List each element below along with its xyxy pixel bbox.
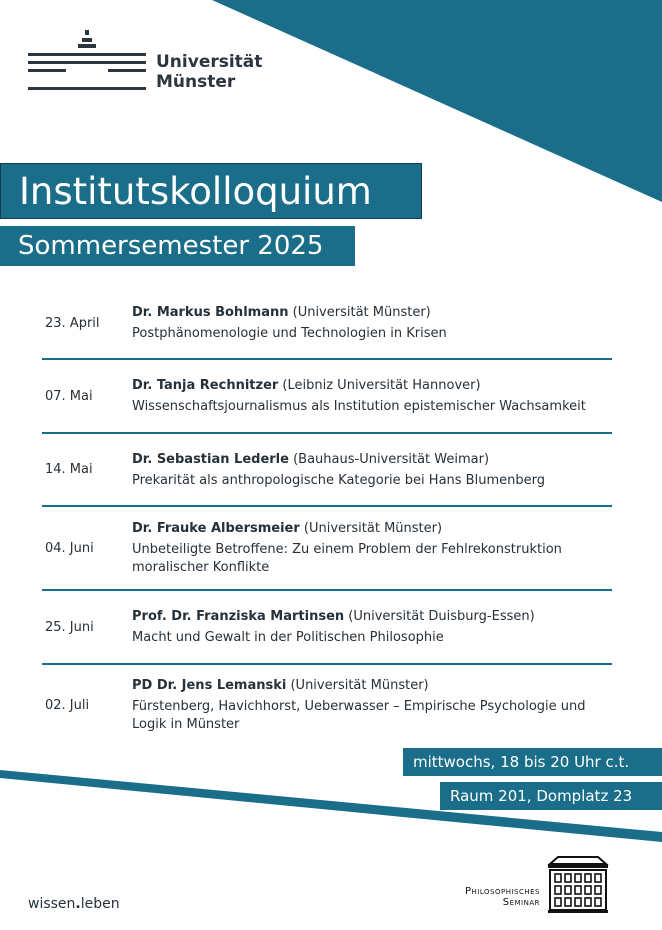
event-info bbox=[132, 591, 612, 663]
event-row bbox=[42, 665, 612, 745]
speaker-name: Dr. Markus Bohlmann bbox=[132, 305, 289, 320]
speaker-name: Dr. Frauke Albersmeier bbox=[132, 521, 300, 536]
slogan bbox=[28, 896, 120, 912]
title-box bbox=[0, 163, 422, 219]
speaker-affiliation: (Bauhaus-Universität Weimar) bbox=[288, 451, 490, 467]
talk-title: Prekarität als anthropologische Kategorie bei Hans Blumenberg bbox=[132, 472, 545, 488]
seminar-name bbox=[445, 886, 540, 908]
event-time: mittwochs, 18 bis 20 Uhr c.t. bbox=[413, 753, 630, 771]
speaker-name: PD Dr. Jens Lemanski bbox=[132, 678, 287, 693]
event-schedule bbox=[42, 288, 612, 745]
talk-title: Unbeteiligte Betroffene: Zu einem Problem der Fehlrekonstruktion moralischer Konflikte bbox=[132, 542, 562, 575]
slogan-part2: leben bbox=[80, 896, 120, 912]
speaker-name: Prof. Dr. Franziska Martinsen bbox=[132, 609, 345, 624]
event-date: 04. Juni bbox=[45, 540, 94, 556]
speaker-line bbox=[132, 607, 612, 626]
event-date: 02. Juli bbox=[45, 697, 90, 713]
page-subtitle: Sommersemester 2025 bbox=[18, 231, 324, 261]
speaker-affiliation: (Universität Münster) bbox=[286, 678, 429, 693]
event-row bbox=[42, 591, 612, 665]
event-date: 23. April bbox=[45, 315, 100, 331]
speaker-name: Dr. Sebastian Lederle bbox=[132, 451, 289, 467]
talk-title: Wissenschaftsjournalismus als Institution epistemischer Wachsamkeit bbox=[132, 399, 586, 414]
speaker-affiliation: (Leibniz Universität Hannover) bbox=[278, 378, 481, 393]
event-info bbox=[132, 507, 612, 589]
location-box bbox=[440, 782, 662, 810]
time-box bbox=[403, 748, 662, 776]
talk-title: Postphänomenologie und Technologien in Krisen bbox=[132, 326, 447, 341]
university-logo bbox=[28, 30, 268, 100]
event-row bbox=[42, 288, 612, 360]
building-icon bbox=[546, 856, 610, 914]
slogan-dot: . bbox=[75, 896, 81, 912]
event-info bbox=[132, 288, 612, 358]
talk-title: Macht und Gewalt in der Politischen Philosophie bbox=[132, 630, 444, 645]
event-row bbox=[42, 507, 612, 591]
event-date: 14. Mai bbox=[45, 462, 93, 477]
event-date: 25. Juni bbox=[45, 619, 94, 635]
event-location: Raum 201, Domplatz 23 bbox=[450, 787, 633, 805]
subtitle-box bbox=[0, 226, 355, 266]
speaker-line bbox=[132, 519, 612, 538]
slogan-part1: wissen bbox=[28, 896, 76, 912]
event-info bbox=[132, 434, 612, 505]
university-name bbox=[156, 52, 262, 92]
university-name-line1: Universität bbox=[156, 52, 263, 72]
seminar-name-line2: Seminar bbox=[502, 897, 540, 908]
page-title: Institutskolloquium bbox=[19, 170, 372, 213]
event-row bbox=[42, 434, 612, 507]
event-row bbox=[42, 360, 612, 434]
speaker-line bbox=[132, 303, 612, 322]
speaker-line bbox=[132, 676, 612, 695]
event-info bbox=[132, 665, 612, 745]
seminar-name-line1: Philosophisches bbox=[465, 886, 540, 897]
speaker-line bbox=[132, 450, 612, 469]
event-info bbox=[132, 360, 612, 432]
talk-title: Fürstenberg, Havichhorst, Ueberwasser – Empirische Psychologie und Logik in Münster bbox=[132, 699, 586, 732]
speaker-affiliation: (Universität Duisburg-Essen) bbox=[344, 609, 535, 624]
speaker-name: Dr. Tanja Rechnitzer bbox=[132, 378, 279, 393]
event-date: 07. Mai bbox=[45, 388, 93, 404]
university-name-line2: Münster bbox=[156, 72, 236, 92]
speaker-affiliation: (Universität Münster) bbox=[288, 305, 431, 320]
speaker-line bbox=[132, 376, 612, 395]
university-logo-icon bbox=[28, 30, 148, 94]
speaker-affiliation: (Universität Münster) bbox=[299, 521, 443, 536]
